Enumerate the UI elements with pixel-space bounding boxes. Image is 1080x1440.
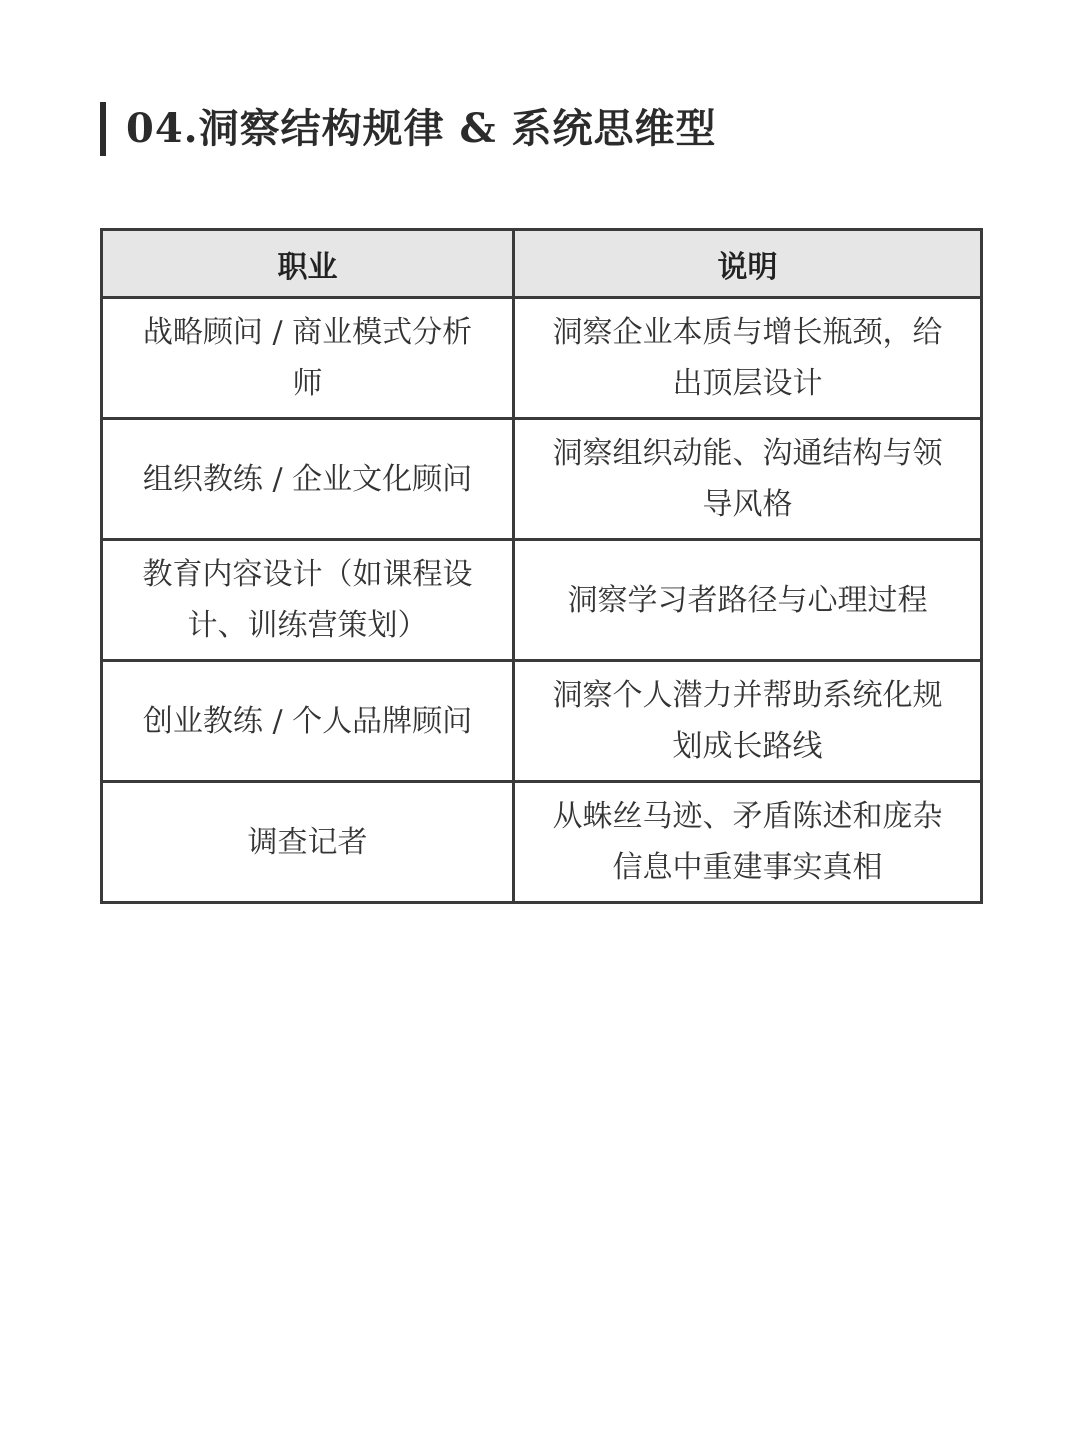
career-cell: 组织教练 / 企业文化顾问: [102, 419, 514, 540]
column-header-description: 说明: [514, 230, 982, 298]
career-cell: 教育内容设计（如课程设计、训练营策划）: [102, 540, 514, 661]
description-cell: 洞察学习者路径与心理过程: [514, 540, 982, 661]
page-title: 04.洞察结构规律 & 系统思维型: [126, 105, 717, 152]
heading-accent-bar: [100, 102, 106, 156]
description-cell: 洞察企业本质与增长瓶颈，给出顶层设计: [514, 298, 982, 419]
description-cell: 洞察组织动能、沟通结构与领导风格: [514, 419, 982, 540]
careers-table: [100, 228, 983, 904]
description-cell: 洞察个人潜力并帮助系统化规划成长路线: [514, 661, 982, 782]
career-cell: 创业教练 / 个人品牌顾问: [102, 661, 514, 782]
table-row: [102, 419, 982, 540]
table-row: [102, 782, 982, 903]
column-header-career: 职业: [102, 230, 514, 298]
table-header-row: [102, 230, 982, 298]
table-row: [102, 661, 982, 782]
career-cell: 调查记者: [102, 782, 514, 903]
table-row: [102, 540, 982, 661]
description-cell: 从蛛丝马迹、矛盾陈述和庞杂信息中重建事实真相: [514, 782, 982, 903]
career-cell: 战略顾问 / 商业模式分析师: [102, 298, 514, 419]
table-row: [102, 298, 982, 419]
